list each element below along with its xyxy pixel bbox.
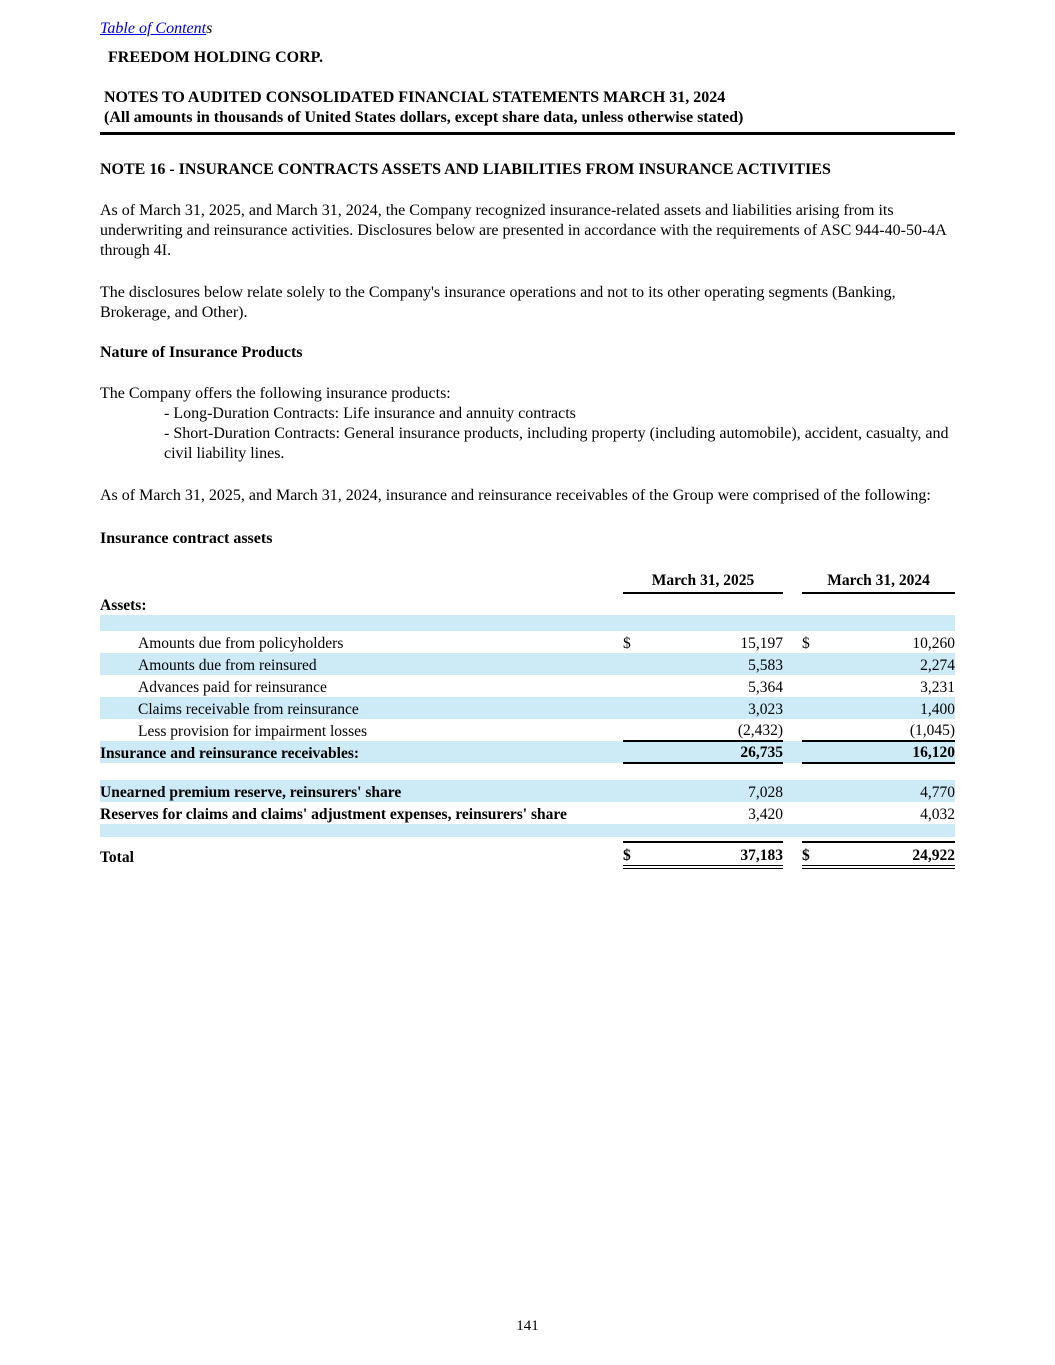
value-2025: 7,028 [748,784,784,801]
product-item-short-duration: - Short-Duration Contracts: General insurance products, including property (including automobile), accident, casualty, and civil liability lines. [164,425,949,462]
spacer-row [100,615,955,631]
paragraph-receivables-intro: As of March 31, 2025, and March 31, 2024, insurance and reinsurance receivables of the Group were comprised of the following: [100,487,931,504]
table-row [100,697,955,719]
section-label: Assets: [100,597,147,614]
row-label: Insurance and reinsurance receivables: [100,745,360,762]
row-label: Amounts due from policyholders [138,635,344,652]
dollar-sign: $ [802,842,826,867]
value-2024: 24,922 [826,842,955,867]
value-2024: (1,045) [826,719,955,741]
row-label: Reserves for claims and claims' adjustment expenses, reinsurers' share [100,806,567,823]
subtotal-row [100,741,955,763]
value-2025: 37,183 [647,842,783,867]
row-label: Total [100,849,134,866]
dollar-sign: $ [802,635,810,652]
table-row [100,802,955,824]
value-2024: 16,120 [826,741,955,763]
total-row [100,842,955,867]
dollar-sign: $ [623,635,631,652]
value-2024: 4,770 [920,784,956,801]
subheading-insurance-contract-assets: Insurance contract assets [100,530,273,547]
row-label: Claims receivable from reinsurance [138,701,359,718]
row-label: Advances paid for reinsurance [138,679,327,696]
value-2024: 4,032 [920,806,956,823]
table-of-contents-suffix: s [206,20,213,37]
table-row [100,653,955,675]
paragraph-products-intro: The Company offers the following insurance products: [100,385,451,402]
table-row [100,631,955,653]
value-2025: 26,735 [647,741,783,763]
table-header-row [100,570,955,593]
value-2025: (2,432) [647,719,783,741]
note-heading: NOTE 16 - INSURANCE CONTRACTS ASSETS AND LIABILITIES FROM INSURANCE ACTIVITIES [100,161,831,178]
value-2024: 1,400 [920,701,956,718]
value-2025: 5,364 [748,679,784,696]
table-row [100,719,955,741]
value-2025: 5,583 [748,657,784,674]
document-title-line1: NOTES TO AUDITED CONSOLIDATED FINANCIAL STATEMENTS MARCH 31, 2024 [104,89,726,106]
document-title-line2: (All amounts in thousands of United States dollars, except share data, unless otherwise stated) [104,109,744,126]
paragraph-scope: The disclosures below relate solely to the Company's insurance operations and not to its other operating segments (Banking, Brokerage, and Other). [100,284,896,321]
table-row [100,675,955,697]
column-header-2024: March 31, 2024 [802,570,955,593]
product-item-long-duration: - Long-Duration Contracts: Life insurance and annuity contracts [164,405,576,422]
page-content [100,20,955,869]
product-list [164,404,955,464]
row-label: Unearned premium reserve, reinsurers' share [100,784,402,801]
spacer-row [100,824,955,837]
value-2025: 3,023 [748,701,784,718]
insurance-receivables-table [100,570,955,869]
breadcrumb [100,20,955,38]
row-label: Less provision for impairment losses [138,723,368,740]
value-2025: 3,420 [748,806,784,823]
table-row [100,780,955,802]
header-divider [100,132,955,135]
dollar-sign: $ [623,842,647,867]
subheading-nature-of-products: Nature of Insurance Products [100,344,303,361]
table-row [100,593,955,615]
page-number: 141 [516,1318,539,1334]
value-2025: 15,197 [740,635,784,652]
row-label: Amounts due from reinsured [138,657,317,674]
paragraph-recognition: As of March 31, 2025, and March 31, 2024, the Company recognized insurance-related assets and liabilities arising from its underwriting and reinsurance activities. Disclosures below are presented in accordance with the requirements of ASC 944-40-50-4A through 4I. [100,202,946,259]
company-name: FREEDOM HOLDING CORP. [108,49,323,66]
table-of-contents-link[interactable]: Table of Content [100,20,207,37]
column-header-2025: March 31, 2025 [623,570,783,593]
value-2024: 3,231 [920,679,956,696]
document-title [100,88,955,128]
value-2024: 10,260 [912,635,956,652]
value-2024: 2,274 [920,657,956,674]
spacer-row [100,763,955,780]
